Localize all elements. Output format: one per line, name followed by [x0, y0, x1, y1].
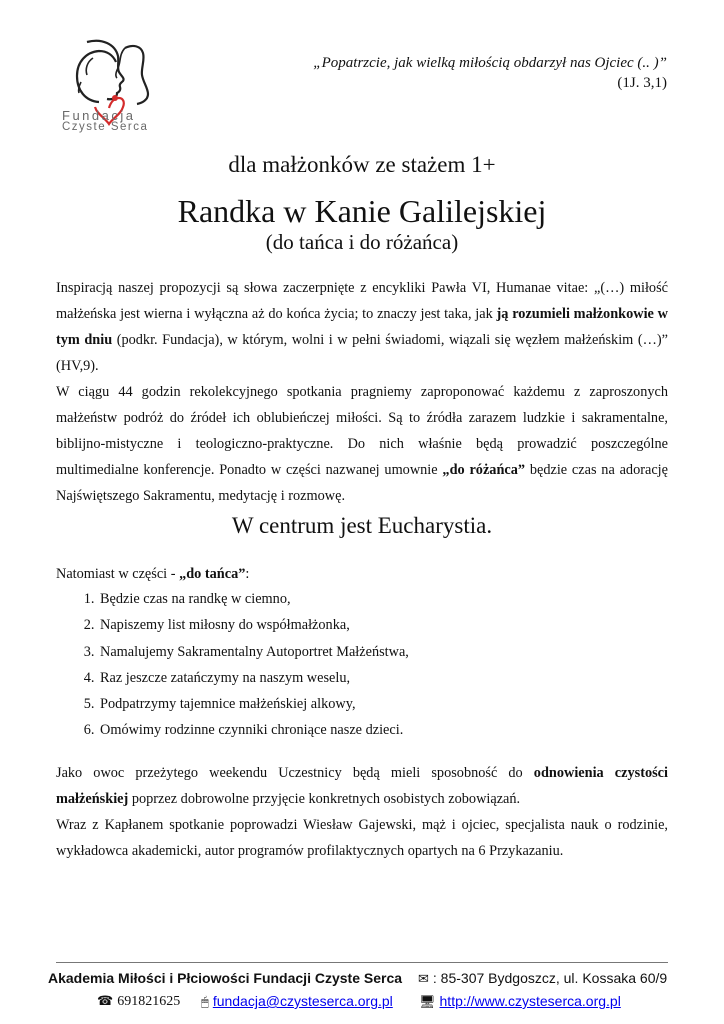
- p2-text-c: będzie czas na adorację Najświętszego Sakramentu, medytację i rozmowę.: [56, 462, 668, 504]
- logo-text-line1: Fundacja: [62, 108, 136, 123]
- quote-text: „Popatrzcie, jak wielką miłością obdarzył nas Ojciec (.. )”: [313, 55, 667, 71]
- email-link[interactable]: fundacja@czysteserca.org.pl: [212, 993, 393, 1009]
- list-item: 4. Raz jeszcze zatańczymy na naszym weselu,: [98, 665, 668, 691]
- list-item: 3. Namalujemy Sakramentalny Autoportret Małżeństwa,: [98, 639, 668, 665]
- p3-text-a: Jako owoc przeżytego weekendu Uczestnicy będą mieli sposobność do: [56, 765, 534, 781]
- phone-icon: ☎: [97, 993, 114, 1008]
- list-item: 1. Będzie czas na randkę w ciemno,: [98, 586, 668, 612]
- footer-email: [201, 993, 393, 1010]
- p1-text-c: (podkr. Fundacja), w którym, wolni i w pełni świadomi, wiązali się węzłem małżeńskim (…)” (HV,9).: [56, 332, 668, 374]
- intro2-bold: „do tańca”: [179, 566, 246, 582]
- footer-website: [419, 993, 621, 1010]
- p2-text-a: W ciągu 44 godzin rekolekcyjnego spotkania pragniemy zaproponować każdemu z zaproszonych małżeństw podróż do źródeł ich oblubieńczej miłości. Są to źródła zarazem ludzkie i sakramentalne, biblijno-mistyczne i teologiczno-praktyczne. Do nich właśnie będą prowadzić poszczególne multimedialne konferencje. Ponadto w części nazwanej umownie: [56, 384, 668, 478]
- list-item: 2. Napiszemy list miłosny do współmałżonka,: [98, 612, 668, 638]
- p3-bold: odnowienia czystości małżeńskiej: [56, 765, 668, 807]
- logo-text-line2: Czyste Serca: [62, 121, 149, 133]
- bible-quote: [313, 53, 667, 93]
- paragraph-leader: Wraz z Kapłanem spotkanie poprowadzi Wiesław Gajewski, mąż i ojciec, specjalista nauk o rodzinie, wykładowca akademicki, autor programów profilaktycznych opartych na 6 Przykazaniu.: [56, 817, 668, 859]
- paragraph-inspiration: [56, 275, 668, 379]
- footer-divider: [56, 962, 668, 963]
- website-link[interactable]: http://www.czysteserca.org.pl: [439, 993, 621, 1009]
- p1-bold: ją rozumieli małżonkowie w tym dniu: [56, 306, 668, 348]
- audience-subtitle: dla małżonków ze stażem 1+: [228, 152, 496, 177]
- eucharist-heading: W centrum jest Eucharystia.: [231, 513, 493, 538]
- footer-organization: Akademia Miłości i Płciowości Fundacji Czyste Serca: [48, 970, 403, 986]
- intro2-text-c: :: [245, 566, 250, 582]
- activities-list: [56, 586, 668, 744]
- quote-reference: (1J. 3,1): [617, 75, 667, 91]
- paragraph-fruit: [56, 760, 668, 812]
- phone-text: 691821625: [117, 994, 181, 1009]
- p2-bold: „do różańca”: [442, 462, 526, 478]
- title-subheading: (do tańca i do różańca): [265, 230, 459, 254]
- list-item: 6. Omówimy rodzinne czynniki chroniące nasze dzieci.: [98, 717, 668, 743]
- footer-phone: [97, 993, 180, 1010]
- address-text: : 85-307 Bydgoszcz, ul. Kossaka 60/9: [432, 970, 668, 986]
- p3-text-c: poprzez dobrowolne przyjęcie konkretnych osobistych zobowiązań.: [128, 791, 521, 807]
- mouse-icon: 🖱: [201, 994, 209, 1009]
- page-title: Randka w Kanie Galilejskiej: [177, 193, 547, 229]
- envelope-icon: ✉: [418, 971, 429, 986]
- paragraph-program: [56, 379, 668, 509]
- footer-address: [418, 970, 667, 987]
- p1-text-a: Inspiracją naszej propozycji są słowa zaczerpnięte z encykliki Pawła VI, Humanae vitae: „(…) miłość małżeńska jest wierna i wyłączna aż do końca życia; to znaczy jest taka, jak: [56, 280, 668, 322]
- list-item: 5. Podpatrzymy tajemnice małżeńskiej alkowy,: [98, 691, 668, 717]
- computer-icon: 🖥: [419, 994, 436, 1009]
- intro2-text-a: Natomiast w części -: [56, 566, 180, 582]
- dance-intro: [56, 561, 249, 587]
